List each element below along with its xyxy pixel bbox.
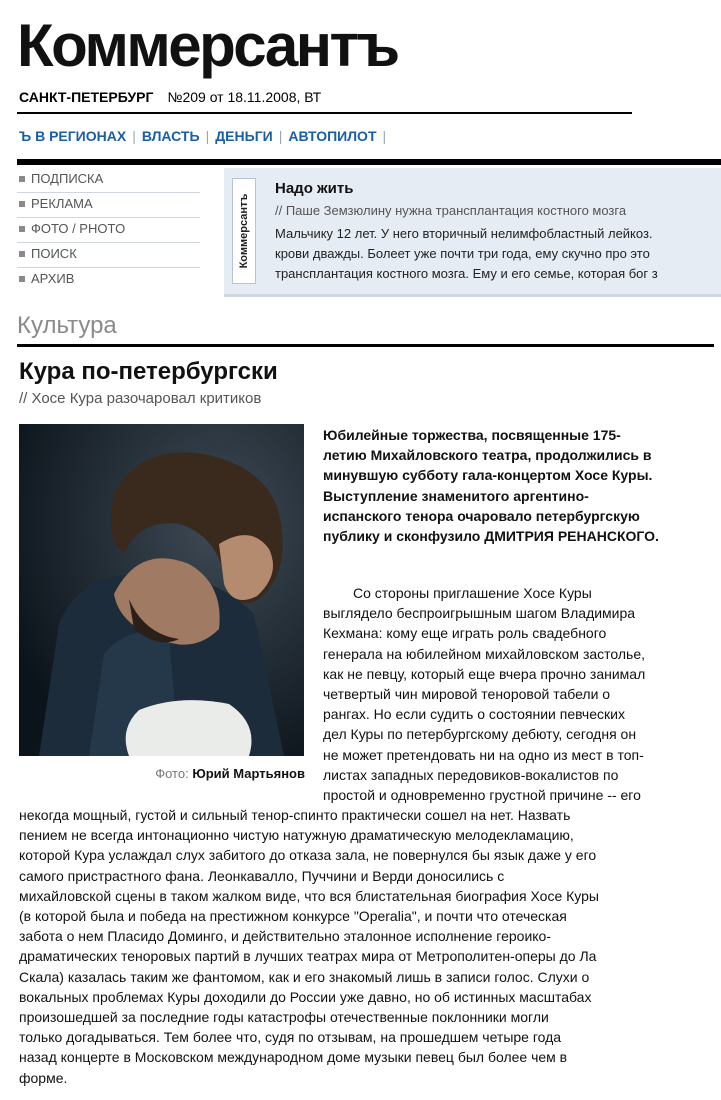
article-headline: Кура по-петербургски <box>19 358 278 385</box>
lead-line: летию Михайловского театра, продолжились в <box>323 447 652 464</box>
square-bullet-icon <box>19 176 25 182</box>
promo-banner[interactable] <box>224 168 721 294</box>
body-line: четвертый чин мировой теноровой табели о <box>323 686 611 703</box>
tenor-portrait-illustration <box>19 424 304 756</box>
body-line: пением не всегда интонационно чистую натужную драматическую мелодекламацию, <box>19 827 574 844</box>
body-line: Кехмана: кому еще играть роль свадебного <box>323 625 607 642</box>
edition-city: САНКТ-ПЕТЕРБУРГ <box>19 89 154 105</box>
body-line: Скала) казалась таким же фантомом, как и его знакомый лишь в записи голос. Слухи о <box>19 968 590 985</box>
photo-caption <box>19 765 305 783</box>
body-line: только догадываться. Тем более что, судя по отзывам, на прошедшем четыре года <box>19 1029 562 1046</box>
promo-bottom-border <box>224 294 721 297</box>
edition-info <box>19 88 321 106</box>
promo-text-line: трансплантация костного мозга. Ему и его семье, которая бог з <box>275 266 658 281</box>
nav-link-vlast[interactable]: ВЛАСТЬ <box>141 128 200 144</box>
kommersant-logo[interactable]: Коммерсантъ <box>17 12 398 79</box>
body-line: не может претендовать ни на одно из мест в топ- <box>323 746 644 763</box>
sidenav-item-advertising[interactable] <box>17 193 200 218</box>
square-bullet-icon <box>19 226 25 232</box>
body-line: некогда мощный, густой и сильный тенор-спинто практически сошел на нет. Назвать <box>19 807 571 823</box>
sidenav-item-label: ПОДПИСКА <box>31 171 104 186</box>
article-subheadline: // Хосе Кура разочаровал критиков <box>19 390 262 407</box>
photographer-name: Юрий Мартьянов <box>192 766 305 781</box>
sidenav-item-label: АРХИВ <box>31 271 75 286</box>
body-line: простой и одновременно грустной причине -- его <box>323 787 641 804</box>
body-line: Со стороны приглашение Хосе Куры <box>353 585 592 601</box>
nav-separator: | <box>132 128 136 144</box>
sidenav-item-label: РЕКЛАМА <box>31 196 93 211</box>
section-title: Культура <box>17 312 117 339</box>
side-navigation <box>17 168 200 292</box>
promo-text <box>275 224 721 284</box>
body-line: самого пристрастного фана. Леонкавалло, Пуччини и Верди доносились с <box>19 867 505 884</box>
promo-subtitle: // Паше Земзюлину нужна трансплантация костного мозга <box>275 203 627 218</box>
nav-separator: | <box>382 128 387 144</box>
sidenav-item-archive[interactable] <box>17 268 200 292</box>
body-line: драматических теноровых партий в лучших театрах мира от Метрополитен-оперы до Ла <box>19 948 597 965</box>
body-line: (в которой была и победа на престижном конкурсе "Operalia", и почти что отеческая <box>19 908 567 925</box>
square-bullet-icon <box>19 201 25 207</box>
promo-text-line: Мальчику 12 лет. У него вторичный нелимфобластный лейкоз. <box>275 226 653 241</box>
nav-separator: | <box>278 128 283 144</box>
body-line: выглядело беспроигрышным шагом Владимира <box>323 605 636 622</box>
badge-label: Коммерсантъ <box>238 193 250 269</box>
sidenav-item-label: ПОИСК <box>31 246 77 261</box>
body-line: рангах. Но если судить о состоянии певческих <box>323 706 625 723</box>
top-navigation <box>19 127 392 145</box>
section-divider <box>17 344 714 347</box>
sidenav-item-label: ФОТО / PHOTO <box>31 221 126 236</box>
body-line: михайловской сцены в таком жалком виде, что вся блистательная биография Хосе Куры <box>19 887 599 904</box>
nav-link-avtopilot[interactable]: АВТОПИЛОТ <box>288 128 377 144</box>
body-line: которой Кура услаждал слух забитого до отказа зала, не повернулся бы язык даже у его <box>19 847 597 864</box>
article-body-column <box>323 583 718 805</box>
nav-separator: | <box>205 128 210 144</box>
masthead-divider <box>17 112 632 114</box>
body-line: вокальных проблемах Куры доходили до России уже давно, но об истинных масштабах <box>19 988 592 1005</box>
square-bullet-icon <box>19 276 25 282</box>
lead-line: испанского тенора очаровало петербургскую <box>323 507 640 524</box>
body-line: произошедшей за последние годы катастрофы отечественные поклонники могли <box>19 1009 549 1026</box>
body-line: забота о нем Пласидо Доминго, и действительно эталонное исполнение героико- <box>19 928 552 945</box>
lead-line: минувшую субботу гала-концертом Хосе Куры. <box>323 467 653 484</box>
sidenav-item-search[interactable] <box>17 243 200 268</box>
body-line: генерала на юбилейном михайловском застолье, <box>323 645 646 662</box>
promo-text-line: крови дважды. Болеет уже почти три года, ему скучно про это <box>275 246 650 261</box>
kommersant-badge <box>232 178 256 284</box>
body-line: листах западных передовиков-вокалистов по <box>323 766 619 783</box>
body-line: форме. <box>19 1069 68 1086</box>
lead-line: публику и сконфузило ДМИТРИЯ РЕНАНСКОГО. <box>323 528 659 545</box>
nav-link-regions[interactable]: Ъ В РЕГИОНАХ <box>19 128 127 144</box>
sidenav-item-photo[interactable] <box>17 218 200 243</box>
lead-line: Выступление знаменитого аргентино- <box>323 487 589 504</box>
article-body-full-width <box>19 805 719 1088</box>
square-bullet-icon <box>19 251 25 257</box>
photo-caption-label: Фото: <box>155 766 189 781</box>
issue-number: №209 от 18.11.2008, ВТ <box>167 89 322 105</box>
header-thick-divider <box>17 159 721 165</box>
body-line: как не певцу, который еще вчера прочно занимал <box>323 665 646 682</box>
article-photo <box>19 424 304 756</box>
nav-link-dengi[interactable]: ДЕНЬГИ <box>215 128 273 144</box>
article-lead <box>323 425 718 546</box>
lead-line: Юбилейные торжества, посвященные 175- <box>323 427 621 443</box>
body-line: назад концерте в Московском международном доме музыки певец был более чем в <box>19 1049 568 1066</box>
body-line: дел Куры по петербургскому дебюту, сегодня он <box>323 726 637 743</box>
promo-title[interactable]: Надо жить <box>275 180 354 197</box>
sidenav-item-subscription[interactable] <box>17 168 200 193</box>
